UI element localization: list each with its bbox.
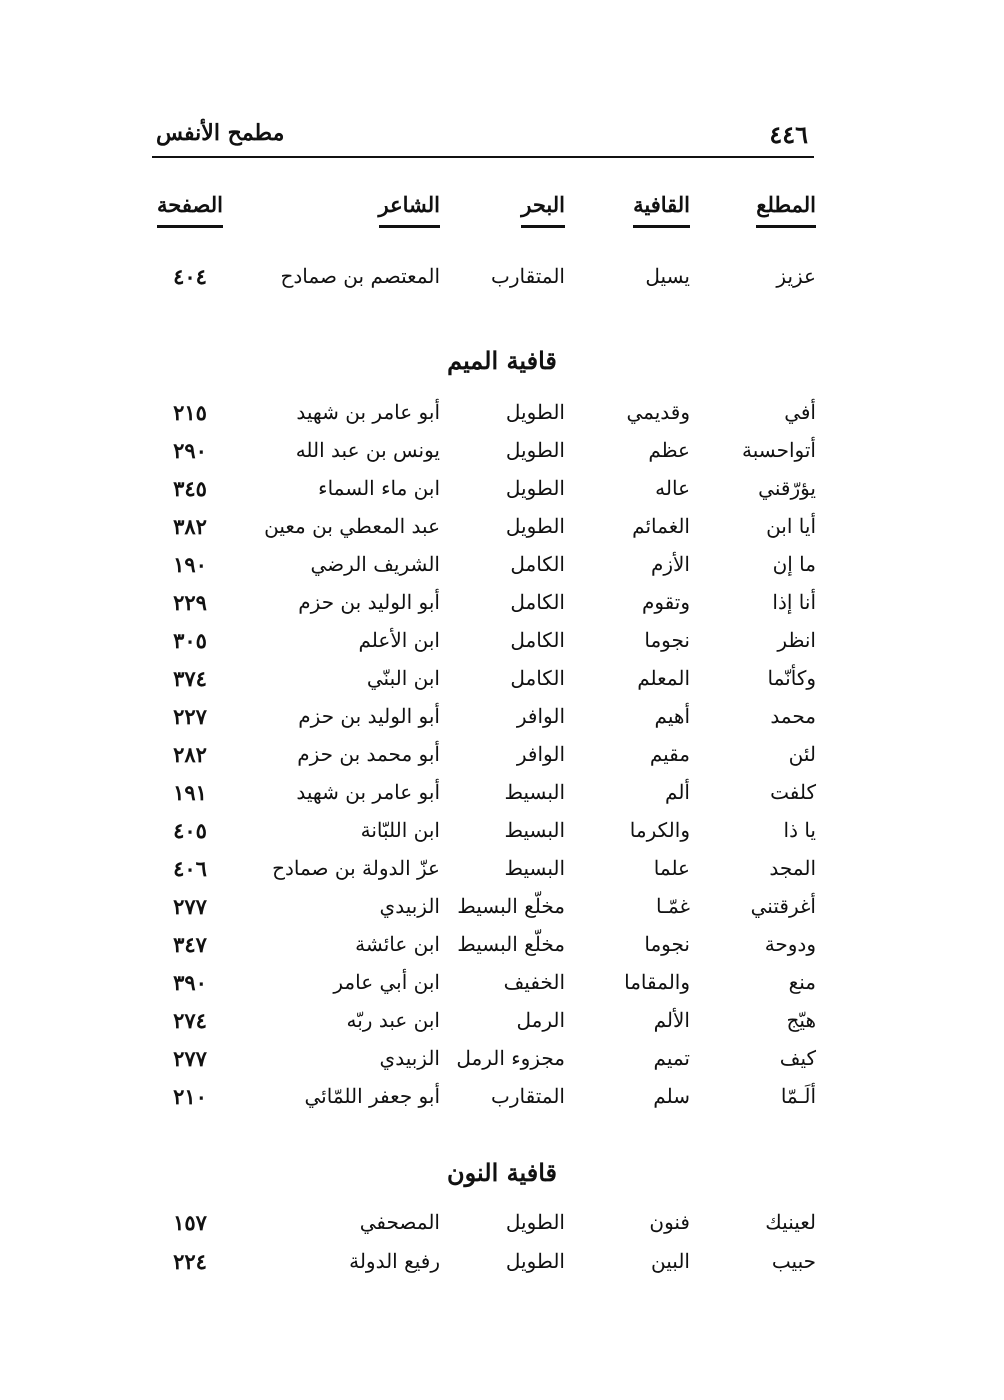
meter-cell: الطويل xyxy=(505,400,565,424)
opening-cell: يؤرّقني xyxy=(758,476,816,500)
page-cell: ٢١٥ xyxy=(173,400,207,425)
section-title-mim: قافية الميم xyxy=(447,346,557,375)
poet-cell: ابن الأعلم xyxy=(358,628,440,652)
opening-cell: يا ذا xyxy=(783,818,816,842)
page-cell: ١٩١ xyxy=(173,780,207,805)
rhyme-cell: يسيل xyxy=(645,264,690,288)
table-row xyxy=(0,590,1004,626)
rhyme-cell: وقديمي xyxy=(626,400,690,424)
rhyme-cell: عاله xyxy=(655,476,690,500)
opening-cell: محمد xyxy=(770,704,816,728)
rhyme-cell: والمقاما xyxy=(624,970,690,994)
rhyme-cell: ألم xyxy=(665,780,690,804)
page-cell: ٢٢٧ xyxy=(173,704,207,729)
table-row xyxy=(0,400,1004,436)
meter-cell: الطويل xyxy=(505,476,565,500)
running-title: مطمح الأنفس xyxy=(156,120,285,146)
column-header-poet: الشاعر xyxy=(250,192,440,228)
table-row xyxy=(0,970,1004,1006)
column-header-rhyme: القافية xyxy=(590,192,690,228)
opening-cell: أنا إذا xyxy=(772,590,816,614)
opening-cell: ودوحة xyxy=(764,932,816,956)
rhyme-cell: علما xyxy=(653,856,690,880)
poet-cell: يونس بن عبد الله xyxy=(295,438,440,462)
table-row xyxy=(0,742,1004,778)
poet-cell: الشريف الرضي xyxy=(310,552,440,576)
opening-cell: أفي xyxy=(784,400,816,424)
poet-cell: ابن أبي عامر xyxy=(333,970,440,994)
poet-cell: أبو محمد بن حزم xyxy=(297,742,440,766)
opening-cell: حبيب xyxy=(771,1249,816,1273)
poet-cell: ابن البنّي xyxy=(366,666,440,690)
rhyme-cell: أهيم xyxy=(654,704,690,728)
rhyme-cell: نجوما xyxy=(644,932,690,956)
meter-cell: البسيط xyxy=(504,856,565,880)
opening-cell: أغرقتني xyxy=(750,894,816,918)
poet-cell: أبو جعفر اللمّائي xyxy=(304,1084,440,1108)
page-cell: ١٩٠ xyxy=(173,552,207,577)
page-cell: ٢٩٠ xyxy=(173,438,207,463)
page-cell: ٤٠٦ xyxy=(173,856,207,881)
opening-cell: ما إن xyxy=(772,552,816,576)
page-cell: ٣٤٥ xyxy=(173,476,207,501)
table-row xyxy=(0,1046,1004,1082)
page-cell: ٢٨٢ xyxy=(173,742,207,767)
table-row xyxy=(0,818,1004,854)
page-cell: ٢١٠ xyxy=(173,1084,207,1109)
table-row xyxy=(0,780,1004,816)
rhyme-cell: الأزم xyxy=(650,552,690,576)
poet-cell: أبو عامر بن شهيد xyxy=(296,400,440,424)
opening-cell: هيّج xyxy=(786,1008,816,1032)
poet-cell: أبو الوليد بن حزم xyxy=(298,590,440,614)
meter-cell: المتقارب xyxy=(491,1084,565,1108)
page-number: ٤٤٦ xyxy=(769,120,808,149)
poet-cell: الزبيدي xyxy=(379,1046,440,1070)
meter-cell: الكامل xyxy=(510,590,565,614)
opening-cell: لئن xyxy=(788,742,816,766)
page-cell: ٢٢٤ xyxy=(173,1249,207,1274)
table-row xyxy=(0,704,1004,740)
opening-cell: لعينيك xyxy=(765,1210,816,1234)
poet-cell: عبد المعطي بن معين xyxy=(264,514,440,538)
meter-cell: البسيط xyxy=(504,780,565,804)
page-cell: ٤٠٥ xyxy=(173,818,207,843)
column-header-page: الصفحة xyxy=(150,192,230,228)
opening-cell: أيا ابن xyxy=(766,514,816,538)
meter-cell: الوافر xyxy=(516,742,565,766)
rhyme-cell: غمّـا xyxy=(656,894,690,918)
table-row xyxy=(0,666,1004,702)
poet-cell: ابن عبد ربّه xyxy=(346,1008,440,1032)
meter-cell: مخلّع البسيط xyxy=(457,894,565,918)
table-row xyxy=(0,264,1004,300)
meter-cell: الكامل xyxy=(510,628,565,652)
table-row xyxy=(0,1210,1004,1246)
opening-cell: المجد xyxy=(769,856,816,880)
opening-cell: منع xyxy=(788,970,816,994)
meter-cell: الوافر xyxy=(516,704,565,728)
rhyme-cell: والكرما xyxy=(629,818,690,842)
column-header-meter: البحر xyxy=(455,192,565,228)
table-row xyxy=(0,438,1004,474)
page-cell: ٣٧٤ xyxy=(173,666,207,691)
meter-cell: الطويل xyxy=(505,1249,565,1273)
rhyme-cell: نجوما xyxy=(644,628,690,652)
page-cell: ٣٠٥ xyxy=(173,628,207,653)
meter-cell: المتقارب xyxy=(491,264,565,288)
poet-cell: أبو عامر بن شهيد xyxy=(296,780,440,804)
table-row xyxy=(0,1249,1004,1285)
opening-cell: ألَـمّا xyxy=(780,1084,816,1108)
page-cell: ٣٩٠ xyxy=(173,970,207,995)
meter-cell: الطويل xyxy=(505,1210,565,1234)
rhyme-cell: تميم xyxy=(653,1046,690,1070)
poet-cell: المعتصم بن صمادح xyxy=(280,264,440,288)
table-row xyxy=(0,856,1004,892)
section-title-nun: قافية النون xyxy=(447,1158,557,1187)
poet-cell: المصحفي xyxy=(359,1210,440,1234)
page-cell: ٢٧٧ xyxy=(173,894,207,919)
table-row xyxy=(0,894,1004,930)
meter-cell: مجزوء الرمل xyxy=(456,1046,565,1070)
opening-cell: أتواحسبة xyxy=(742,438,816,462)
poet-cell: عزّ الدولة بن صمادح xyxy=(272,856,440,880)
opening-cell: كيف xyxy=(779,1046,816,1070)
page-cell: ٢٧٧ xyxy=(173,1046,207,1071)
opening-cell: وكأنّما xyxy=(767,666,816,690)
rhyme-cell: المعلم xyxy=(637,666,690,690)
rhyme-cell: الألم xyxy=(653,1008,690,1032)
poet-cell: رفيع الدولة xyxy=(349,1249,440,1273)
poet-cell: أبو الوليد بن حزم xyxy=(298,704,440,728)
table-row xyxy=(0,552,1004,588)
poet-cell: ابن عائشة xyxy=(355,932,440,956)
table-row xyxy=(0,476,1004,512)
column-header-row xyxy=(0,192,1004,242)
meter-cell: الرمل xyxy=(516,1008,565,1032)
page-cell: ٤٠٤ xyxy=(173,264,207,289)
meter-cell: الكامل xyxy=(510,552,565,576)
opening-cell: كلفت xyxy=(770,780,816,804)
page-cell: ٢٢٩ xyxy=(173,590,207,615)
poet-cell: الزبيدي xyxy=(379,894,440,918)
opening-cell: انظر xyxy=(777,628,816,652)
page-cell: ٢٧٤ xyxy=(173,1008,207,1033)
column-header-opening: المطلع xyxy=(720,192,816,228)
running-head xyxy=(152,118,814,158)
meter-cell: البسيط xyxy=(504,818,565,842)
poet-cell: ابن ماء السماء xyxy=(318,476,440,500)
table-row xyxy=(0,932,1004,968)
rhyme-cell: عظم xyxy=(648,438,690,462)
table-row xyxy=(0,514,1004,550)
table-row xyxy=(0,1084,1004,1120)
page-cell: ٣٤٧ xyxy=(173,932,207,957)
page-cell: ٣٨٢ xyxy=(173,514,207,539)
page-cell: ١٥٧ xyxy=(173,1210,207,1235)
rhyme-cell: الغمائم xyxy=(632,514,690,538)
rhyme-cell: البين xyxy=(651,1249,690,1273)
rhyme-cell: سلم xyxy=(653,1084,690,1108)
opening-cell: عزيز xyxy=(776,264,816,288)
meter-cell: مخلّع البسيط xyxy=(457,932,565,956)
table-row xyxy=(0,1008,1004,1044)
meter-cell: الكامل xyxy=(510,666,565,690)
meter-cell: الطويل xyxy=(505,438,565,462)
poet-cell: ابن اللبّانة xyxy=(360,818,440,842)
table-row xyxy=(0,628,1004,664)
rhyme-cell: وتقوم xyxy=(641,590,690,614)
meter-cell: الطويل xyxy=(505,514,565,538)
meter-cell: الخفيف xyxy=(503,970,565,994)
rhyme-cell: فنون xyxy=(649,1210,690,1234)
rhyme-cell: مقيم xyxy=(649,742,690,766)
